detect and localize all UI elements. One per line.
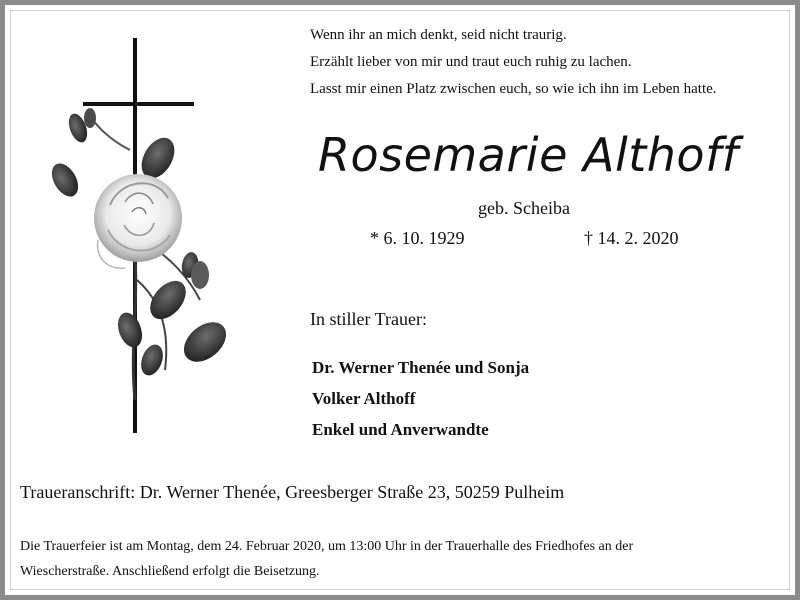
poem (310, 22, 780, 103)
death-date: † 14. 2. 2020 (584, 228, 679, 248)
maiden-name: geb. Scheiba (478, 198, 570, 218)
deceased-name: Rosemarie Althoff (318, 128, 739, 182)
mourning-intro: In stiller Trauer: (310, 309, 427, 329)
service-line: Wiescherstraße. Anschließend erfolgt die Beisetzung. (20, 564, 320, 579)
poem-line: Lasst mir einen Platz zwischen euch, so wie ich ihn im Leben hatte. (310, 81, 717, 97)
poem-line: Erzählt lieber von mir und traut euch ruhig zu lachen. (310, 54, 632, 70)
mourner: Enkel und Anverwandte (312, 420, 489, 439)
service-notice (20, 534, 780, 584)
mourning-address: Traueranschrift: Dr. Werner Thenée, Greesberger Straße 23, 50259 Pulheim (20, 482, 565, 502)
cross-rose-illustration (40, 30, 270, 440)
birth-date: * 6. 10. 1929 (370, 228, 465, 248)
rose-icon (46, 108, 233, 400)
service-line: Die Trauerfeier ist am Montag, dem 24. Februar 2020, um 13:00 Uhr in der Trauerhalle des Friedhofes an der (20, 539, 634, 554)
mourner: Dr. Werner Thenée und Sonja (312, 358, 530, 377)
poem-line: Wenn ihr an mich denkt, seid nicht traurig. (310, 27, 567, 43)
mourner: Volker Althoff (312, 389, 416, 408)
mourners-list (312, 352, 529, 445)
